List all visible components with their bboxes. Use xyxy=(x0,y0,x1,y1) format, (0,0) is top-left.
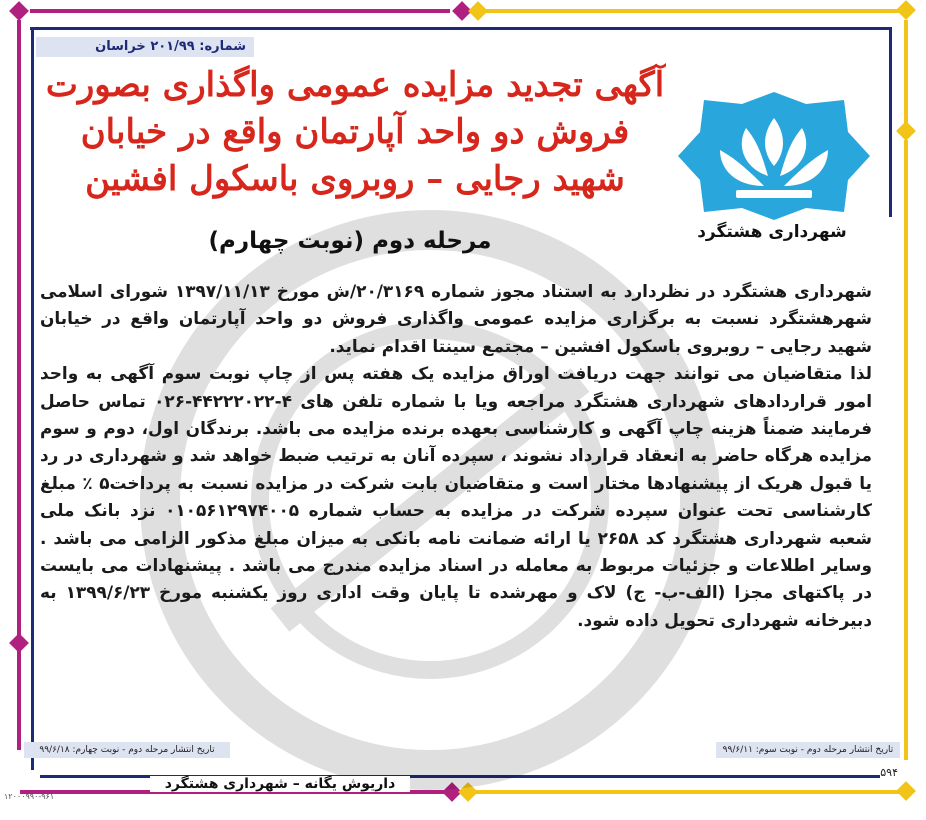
publication-date-third: تاریخ انتشار مرحله دوم - نوبت سوم: ۹۹/۶/۱۱ xyxy=(716,742,900,758)
frame-left-navy xyxy=(31,30,34,770)
publication-date-fourth: تاریخ انتشار مرحله دوم - نوبت چهارم: ۹۹/۶/۱۸ xyxy=(24,742,230,758)
reference-number: ۵۹۴ xyxy=(880,766,898,779)
frame-top-navy xyxy=(30,27,890,30)
ad-title: آگهی تجدید مزایده عمومی واگذاری بصورت فروش دو واحد آپارتمان واقع در خیابان شهید رجایی – روبروی باسکول افشین xyxy=(45,65,665,199)
ad-subtitle: مرحله دوم (نوبت چهارم) xyxy=(208,228,492,254)
frame-right-yellow-upper xyxy=(904,20,908,130)
diamond-left-magenta xyxy=(9,633,29,653)
ad-number-label: شماره: ۲۰۱/۹۹ خراسان xyxy=(36,37,254,57)
ad-paragraph-2: لذا متقاضیان می توانند جهت دریافت اوراق مزایده یک هفته پس از چاپ نوبت سوم آگهی به واحد امور قراردادهای شهرداری هشتگرد مراجعه ویا با شماره تلفن های ۴-۴۴۲۲۲۰۲۲-۰۲۶ تماس حاصل فرمایند ضمناً هزینه چاپ آگهی و کارشناسی بعهده برنده مزایده می باشد. برندگان اول، دوم و سوم مزایده هرگاه حاضر به انعقاد قرارداد نشوند ، سپرده آنان به ترتیب ضبط خواهد شد و شهرداری در رد یا قبول هریک از پیشنهادها مختار است و متقاضیان بابت شرکت در مزایده نسبت به پرداخت۵ ٪ مبلغ کارشناسی تحت عنوان سپرده شرکت در مزایده به حساب شماره ۰۱۰۵۶۱۲۹۷۴۰۰۵ نزد بانک ملی شعبه شهرداری هشتگرد کد ۲۶۵۸ یا ارائه ضمانت نامه بانکی به میزان مبلغ مذکور الزامی می باشد . وسایر اطلاعات و جزئیات مربوط به معامله در اسناد مزایده مندرج می باشد . پیشنهادات می بایست در پاکتهای مجزا (الف-ب- ج) لاک و مهرشده تا پایان وقت اداری روز یکشنبه مورخ ۱۳۹۹/۶/۲۳ به دبیرخانه شهرداری تحویل داده شود. xyxy=(40,363,873,630)
diamond-top-right-yellow xyxy=(896,0,916,20)
diamond-bottom-right-yellow xyxy=(896,781,916,801)
municipality-name: شهرداری هشتگرد xyxy=(697,222,847,242)
frame-top-yellow xyxy=(470,9,910,13)
print-code: ۱۲۰۰۰۹۹۰-۹۶۱ xyxy=(4,792,55,801)
frame-right-yellow-lower xyxy=(904,140,908,760)
diamond-right-yellow xyxy=(896,121,916,141)
ad-body xyxy=(40,278,872,634)
municipality-logo xyxy=(676,90,872,220)
signature: داریوش یگانه – شهرداری هشتگرد xyxy=(150,776,410,792)
diamond-top-left-magenta xyxy=(9,1,29,21)
frame-right-navy xyxy=(889,27,892,217)
diamond-top-yellow xyxy=(468,1,488,21)
frame-top-magenta xyxy=(30,9,450,13)
ad-paragraph-1: شهرداری هشتگرد در نظردارد به استناد مجوز شماره ۲۰/۳۱۶۹/ش مورخ ۱۳۹۷/۱۱/۱۳ شورای اسلامی شهرهشتگرد نسبت به برگزاری مزایده عمومی واگذاری فروش دو واحد آپارتمان واقع در خیابان شهید رجایی – روبروی باسکول افشین – مجتمع سینتا اقدام نماید. xyxy=(40,281,872,356)
